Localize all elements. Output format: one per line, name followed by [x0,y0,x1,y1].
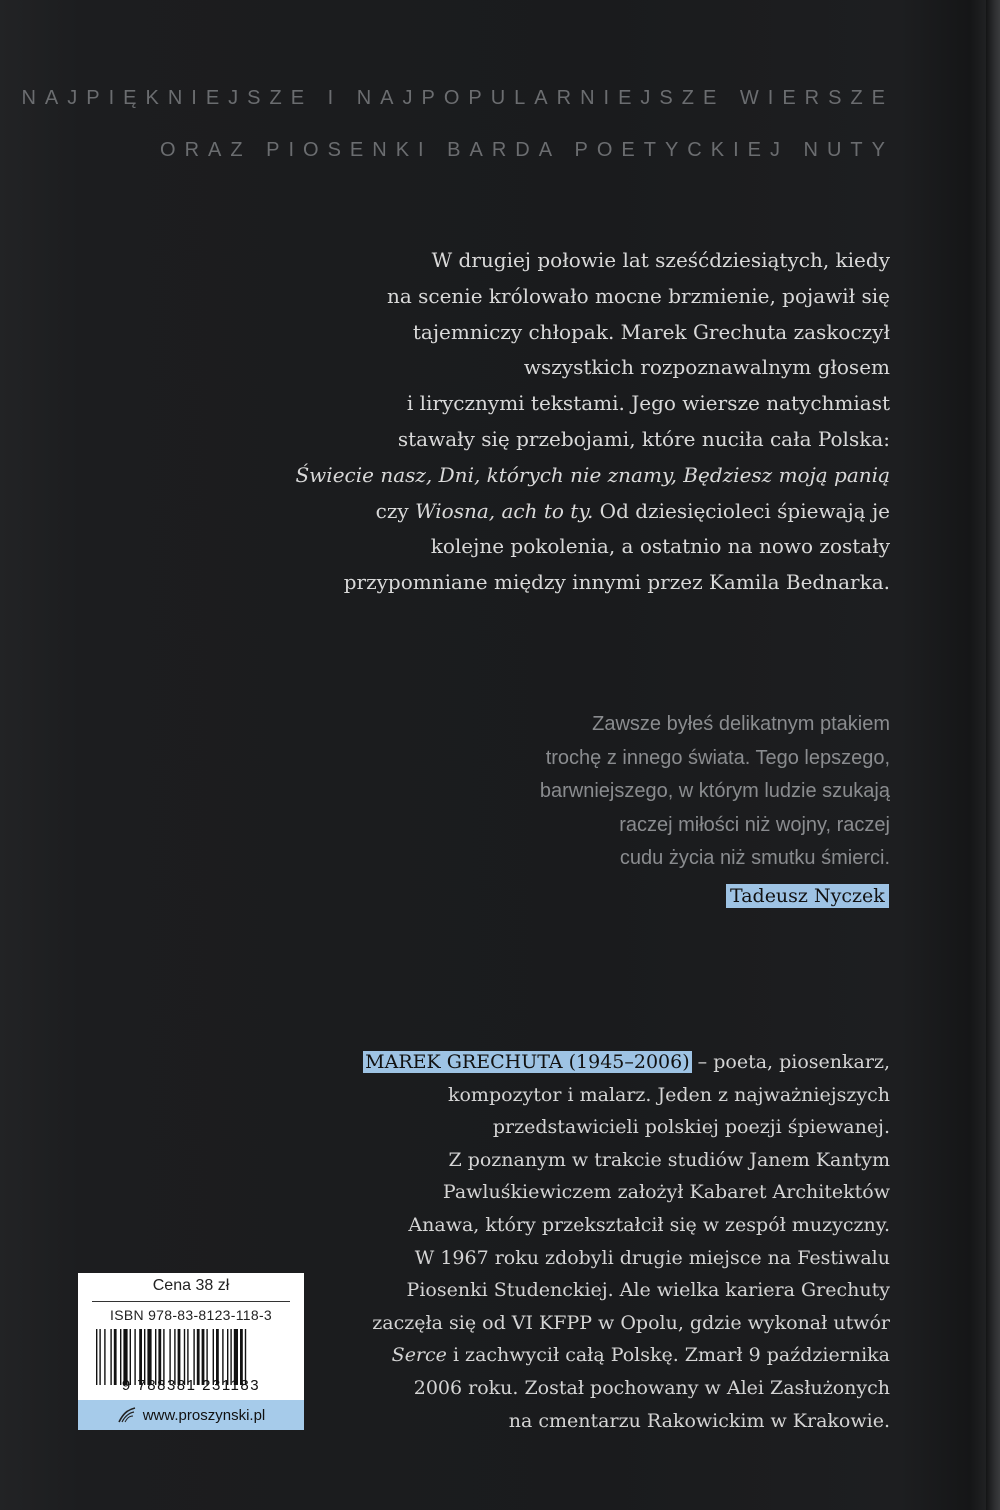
cover-spine-edge [986,0,1000,1510]
barcode-sticker [78,1273,304,1430]
quote-author: Tadeusz Nyczek [726,884,889,908]
blurb-line: W drugiej połowie lat sześćdziesiątych, kiedy [431,248,890,272]
song-titles: Świecie nasz, Dni, których nie znamy, Będziesz moją panią [295,462,890,487]
blurb-line: i lirycznymi tekstami. Jego wiersze natychmiast [406,391,890,416]
bio-line: przedstawicieli polskiej poezji śpiewanej. [492,1116,890,1139]
blurb-line: na scenie królowało mocne brzmienie, pojawił się [386,283,890,308]
tagline-line-2: ORAZ PIOSENKI BARDA POETYCKIEJ NUTY [160,139,894,161]
divider [92,1301,290,1302]
blurb-line: wszystkich rozpoznawalnym głosem [523,355,890,380]
blurb-text: Od dziesięcioleci śpiewają je [593,498,890,523]
bio-line: Pawluśkiewiczem założył Kabaret Architektów [442,1181,890,1204]
bio-line: kompozytor i malarz. Jeden z najważniejszych [447,1083,890,1106]
bio-line: W 1967 roku zdobyli drugie miejsce na Festiwalu [414,1246,890,1269]
blurb-line: stawały się przebojami, które nuciła cała Polska: [397,426,890,451]
blurb-line-titles [230,458,890,494]
website-bar [78,1400,304,1430]
quote-line: raczej miłości niż wojny, raczej [619,813,890,836]
bio-text: – poeta, piosenkarz, [691,1051,890,1073]
blurb-line: tajemniczy chłopak. Marek Grechuta zaskoczył [412,319,890,344]
tagline-line-1: NAJPIĘKNIEJSZE I NAJPOPULARNIEJSZE WIERSZE [21,87,894,109]
bio-line [300,1046,890,1079]
price-label: Cena 38 zł [152,1277,230,1294]
bio-line [300,1339,890,1372]
isbn-label: ISBN 978-83-8123-118-3 [110,1307,272,1323]
author-name-highlight: MAREK GRECHUTA (1945–2006) [365,1051,690,1073]
bio-line: na cmentarzu Rakowickim w Krakowie. [508,1409,890,1432]
bio-line: 2006 roku. Został pochowany w Alei Zasłużonych [413,1376,890,1399]
bio-line: Piosenki Studenckiej. Ale wielka kariera Grechuty [406,1279,890,1302]
website-link[interactable]: www.proszynski.pl [142,1406,266,1424]
bio-line: Anawa, który przekształcił się w zespół muzyczny. [408,1213,890,1236]
quote-line: trochę z innego świata. Tego lepszego, [545,746,890,769]
blurb-text: czy [375,498,416,523]
blurb-line: przypomniane między innymi przez Kamila Bednarka. [343,570,890,595]
blurb-line: kolejne pokolenia, a ostatnio na nowo zostały [430,534,890,559]
song-title: Wiosna, ach to ty. [415,498,594,523]
bio-line: zaczęła się od VI KFPP w Opolu, gdzie wykonał utwór [372,1311,890,1334]
bio-line: Z poznanym w trakcie studiów Janem Kantym [448,1148,890,1171]
quote-line: Zawsze byłeś delikatnym ptakiem [592,713,890,735]
author-bio [300,1046,890,1437]
ean-number: 9 788381 231183 [121,1377,261,1394]
publisher-logo-icon [117,1406,137,1424]
blurb-line [230,494,890,530]
quote-block [380,708,890,876]
song-title: Serce [391,1344,447,1367]
bio-text: i zachwycił całą Polskę. Zmarł 9 października [446,1344,890,1367]
book-blurb [230,243,890,601]
quote-line: barwniejszego, w którym ludzie szukają [539,780,890,802]
quote-line: cudu życia niż smutku śmierci. [619,847,890,869]
